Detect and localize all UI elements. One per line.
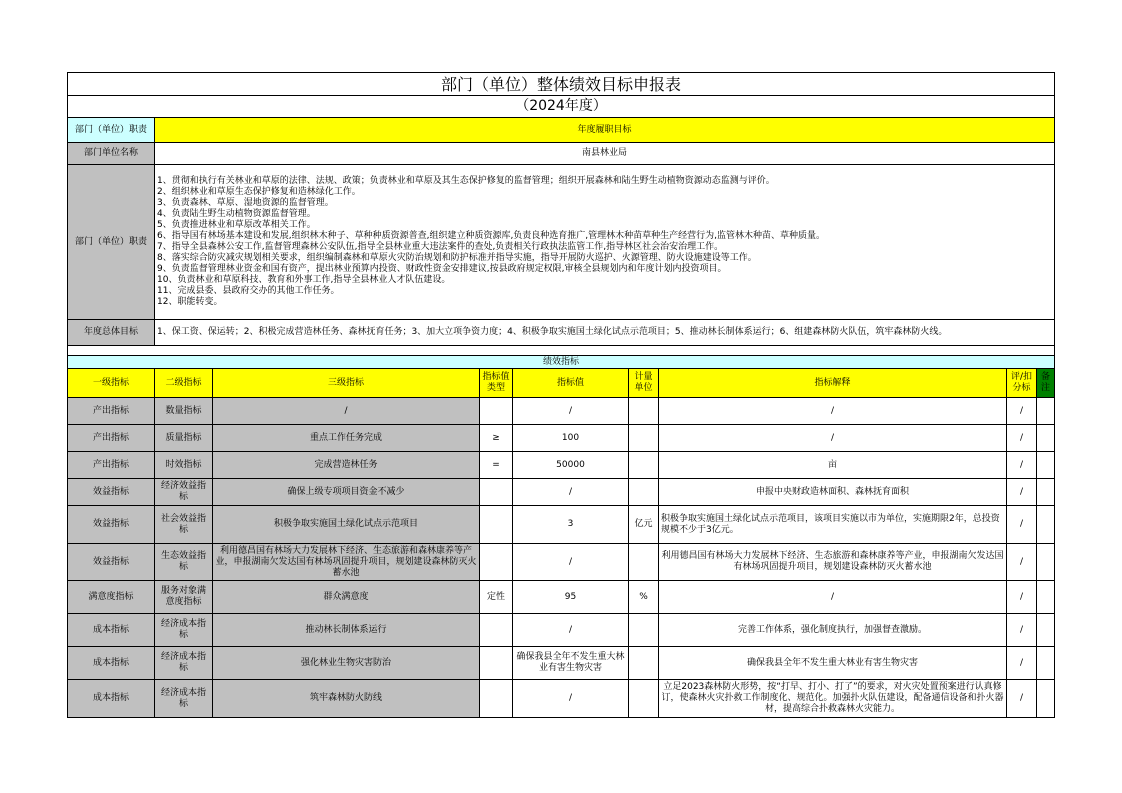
- level3-cell: 利用德昌国有林场大力发展林下经济、生态旅游和森林康养等产业，申报湖南欠发达国有林场巩固提升项目，规划建设森林防灭火蓄水池: [213, 544, 480, 581]
- level2-cell: 服务对象满意度指标: [155, 581, 213, 614]
- score-cell: /: [1007, 506, 1037, 544]
- level1-cell: 满意度指标: [68, 581, 155, 614]
- performance-target-sheet: [67, 72, 1054, 718]
- duty-item: 3、负责森林、草原、湿地资源的监督管理。: [157, 198, 334, 208]
- target-table: [67, 72, 1055, 718]
- duty-item: 9、负责监督管理林业资金和国有资产，提出林业预算内投资、财政性资金安排建议,按县政府规定权限,审核全县规划内和年度计划内投资项目。: [157, 264, 727, 274]
- score-cell: /: [1007, 398, 1037, 425]
- level2-cell: 经济成本指标: [155, 680, 213, 718]
- value-cell: 50000: [513, 452, 629, 479]
- value-cell: /: [513, 614, 629, 647]
- level3-cell: 筑牢森林防火防线: [213, 680, 480, 718]
- level3-cell: /: [213, 398, 480, 425]
- unit-cell: [629, 452, 659, 479]
- dept-name-value: 南县林业局: [155, 143, 1055, 165]
- col-header: 计量单位: [629, 369, 659, 398]
- year-label: （2024年度）: [68, 96, 1055, 118]
- duty-item: 10、负责林业和草原科技、教育和外事工作,指导全县林业人才队伍建设。: [157, 275, 451, 285]
- level2-cell: 生态效益指标: [155, 544, 213, 581]
- explain-cell: 申报中央财政造林面积、森林抚育面积: [659, 479, 1007, 506]
- type-cell: =: [480, 452, 513, 479]
- type-cell: [480, 680, 513, 718]
- level1-cell: 效益指标: [68, 479, 155, 506]
- duty-item: 5、负责推进林业和草原改革相关工作。: [157, 220, 316, 230]
- duties-list: [155, 165, 1055, 320]
- col-header: 评/扣分标: [1007, 369, 1037, 398]
- spacer-row: [68, 346, 1055, 356]
- type-cell: ≥: [480, 425, 513, 452]
- value-cell: /: [513, 680, 629, 718]
- duties-label: 部门（单位）职责: [68, 165, 155, 320]
- explain-cell: 亩: [659, 452, 1007, 479]
- note-cell: [1037, 479, 1055, 506]
- value-cell: 95: [513, 581, 629, 614]
- unit-cell: [629, 398, 659, 425]
- unit-cell: %: [629, 581, 659, 614]
- type-cell: [480, 398, 513, 425]
- explain-cell: 利用德昌国有林场大力发展林下经济、生态旅游和森林康养等产业，申报湖南欠发达国有林场巩固提升项目，规划建设森林防灭火蓄水池: [659, 544, 1007, 581]
- unit-cell: 亿元: [629, 506, 659, 544]
- level1-cell: 成本指标: [68, 614, 155, 647]
- type-cell: [480, 479, 513, 506]
- score-cell: /: [1007, 479, 1037, 506]
- dept-name-label: 部门单位名称: [68, 143, 155, 165]
- duty-item: 12、职能转变。: [157, 297, 223, 307]
- type-cell: [480, 506, 513, 544]
- page-title: 部门（单位）整体绩效目标申报表: [68, 73, 1055, 96]
- level1-cell: 效益指标: [68, 544, 155, 581]
- explain-cell: /: [659, 425, 1007, 452]
- col-header: 指标值: [513, 369, 629, 398]
- col-header: 指标解释: [659, 369, 1007, 398]
- perf-section-title: 绩效指标: [68, 356, 1055, 369]
- explain-cell: /: [659, 398, 1007, 425]
- level2-cell: 经济成本指标: [155, 647, 213, 680]
- note-cell: [1037, 614, 1055, 647]
- explain-cell: /: [659, 581, 1007, 614]
- level1-cell: 产出指标: [68, 425, 155, 452]
- type-cell: 定性: [480, 581, 513, 614]
- annual-goal-value: 1、保工资、保运转；2、积极完成营造林任务、森林抚育任务；3、加大立项争资力度；4、积极争取实施国土绿化试点示范项目；5、推动林长制体系运行；6、组建森林防火队伍，筑牢森林防火线。: [155, 320, 1055, 346]
- explain-cell: 确保我县全年不发生重大林业有害生物灾害: [659, 647, 1007, 680]
- score-cell: /: [1007, 647, 1037, 680]
- level3-cell: 群众满意度: [213, 581, 480, 614]
- duty-item: 1、贯彻和执行有关林业和草原的法律、法规、政策；负责林业和草原及其生态保护修复的监督管理；组织开展森林和陆生野生动植物资源动态监测与评价。: [157, 176, 775, 186]
- unit-cell: [629, 680, 659, 718]
- explain-cell: 积极争取实施国土绿化试点示范项目，该项目实施以市为单位，实施期限2年，总投资规模不少于3亿元。: [659, 506, 1007, 544]
- level1-cell: 产出指标: [68, 452, 155, 479]
- duty-item: 6、指导国有林场基本建设和发展,组织林木种子、草种种质资源普查,组织建立种质资源库,负责良种选育推广,管理林木种苗草种生产经营行为,监管林木种苗、草种质量。: [157, 231, 826, 241]
- type-cell: [480, 647, 513, 680]
- value-cell: 3: [513, 506, 629, 544]
- level3-cell: 确保上级专项项目资金不减少: [213, 479, 480, 506]
- duty-header-label: 部门（单位）职责: [68, 118, 155, 143]
- value-cell: /: [513, 479, 629, 506]
- type-cell: [480, 614, 513, 647]
- level2-cell: 经济效益指标: [155, 479, 213, 506]
- score-cell: /: [1007, 614, 1037, 647]
- col-header: 指标值类型: [480, 369, 513, 398]
- level1-cell: 成本指标: [68, 647, 155, 680]
- level2-cell: 社会效益指标: [155, 506, 213, 544]
- annual-goal-label: 年度总体目标: [68, 320, 155, 346]
- value-cell: /: [513, 398, 629, 425]
- level1-cell: 产出指标: [68, 398, 155, 425]
- duty-header-value: 年度履职目标: [155, 118, 1055, 143]
- value-cell: /: [513, 544, 629, 581]
- level3-cell: 推动林长制体系运行: [213, 614, 480, 647]
- duty-item: 2、组织林业和草原生态保护修复和造林绿化工作。: [157, 187, 361, 197]
- col-header: 二级指标: [155, 369, 213, 398]
- duty-item: 8、落实综合防灾减灾规划相关要求，组织编制森林和草原火灾防治规划和防护标准并指导实施，指导开展防火巡护、火源管理、防火设施建设等工作。: [157, 253, 757, 263]
- level1-cell: 效益指标: [68, 506, 155, 544]
- note-cell: [1037, 581, 1055, 614]
- level3-cell: 重点工作任务完成: [213, 425, 480, 452]
- note-cell: [1037, 398, 1055, 425]
- explain-cell: 立足2023森林防火形势，按“打早、打小、打了”的要求，对火灾处置预案进行认真修订，使森林火灾扑救工作制度化、规范化。加强扑火队伍建设，配备通信设备和扑火器材，提高综合扑救森林火灾能力。: [659, 680, 1007, 718]
- score-cell: /: [1007, 452, 1037, 479]
- level2-cell: 质量指标: [155, 425, 213, 452]
- unit-cell: [629, 614, 659, 647]
- score-cell: /: [1007, 680, 1037, 718]
- level1-cell: 成本指标: [68, 680, 155, 718]
- note-cell: [1037, 647, 1055, 680]
- note-cell: [1037, 544, 1055, 581]
- score-cell: /: [1007, 581, 1037, 614]
- level3-cell: 积极争取实施国土绿化试点示范项目: [213, 506, 480, 544]
- score-cell: /: [1007, 544, 1037, 581]
- col-header: 三级指标: [213, 369, 480, 398]
- type-cell: [480, 544, 513, 581]
- note-cell: [1037, 506, 1055, 544]
- value-cell: 确保我县全年不发生重大林业有害生物灾害: [513, 647, 629, 680]
- unit-cell: [629, 544, 659, 581]
- value-cell: 100: [513, 425, 629, 452]
- col-header: 备注: [1037, 369, 1055, 398]
- level2-cell: 经济成本指标: [155, 614, 213, 647]
- level3-cell: 强化林业生物灾害防治: [213, 647, 480, 680]
- note-cell: [1037, 680, 1055, 718]
- duty-item: 11、完成县委、县政府交办的其他工作任务。: [157, 286, 340, 296]
- duty-item: 4、负责陆生野生动植物资源监督管理。: [157, 209, 316, 219]
- note-cell: [1037, 452, 1055, 479]
- unit-cell: [629, 647, 659, 680]
- score-cell: /: [1007, 425, 1037, 452]
- unit-cell: [629, 425, 659, 452]
- note-cell: [1037, 425, 1055, 452]
- explain-cell: 完善工作体系，强化制度执行，加强督查激励。: [659, 614, 1007, 647]
- level2-cell: 时效指标: [155, 452, 213, 479]
- level3-cell: 完成营造林任务: [213, 452, 480, 479]
- col-header: 一级指标: [68, 369, 155, 398]
- duty-item: 7、指导全县森林公安工作,监督管理森林公安队伍,指导全县林业重大违法案件的查处,负责相关行政执法监管工作,指导林区社会治安治理工作。: [157, 242, 724, 252]
- level2-cell: 数量指标: [155, 398, 213, 425]
- unit-cell: [629, 479, 659, 506]
